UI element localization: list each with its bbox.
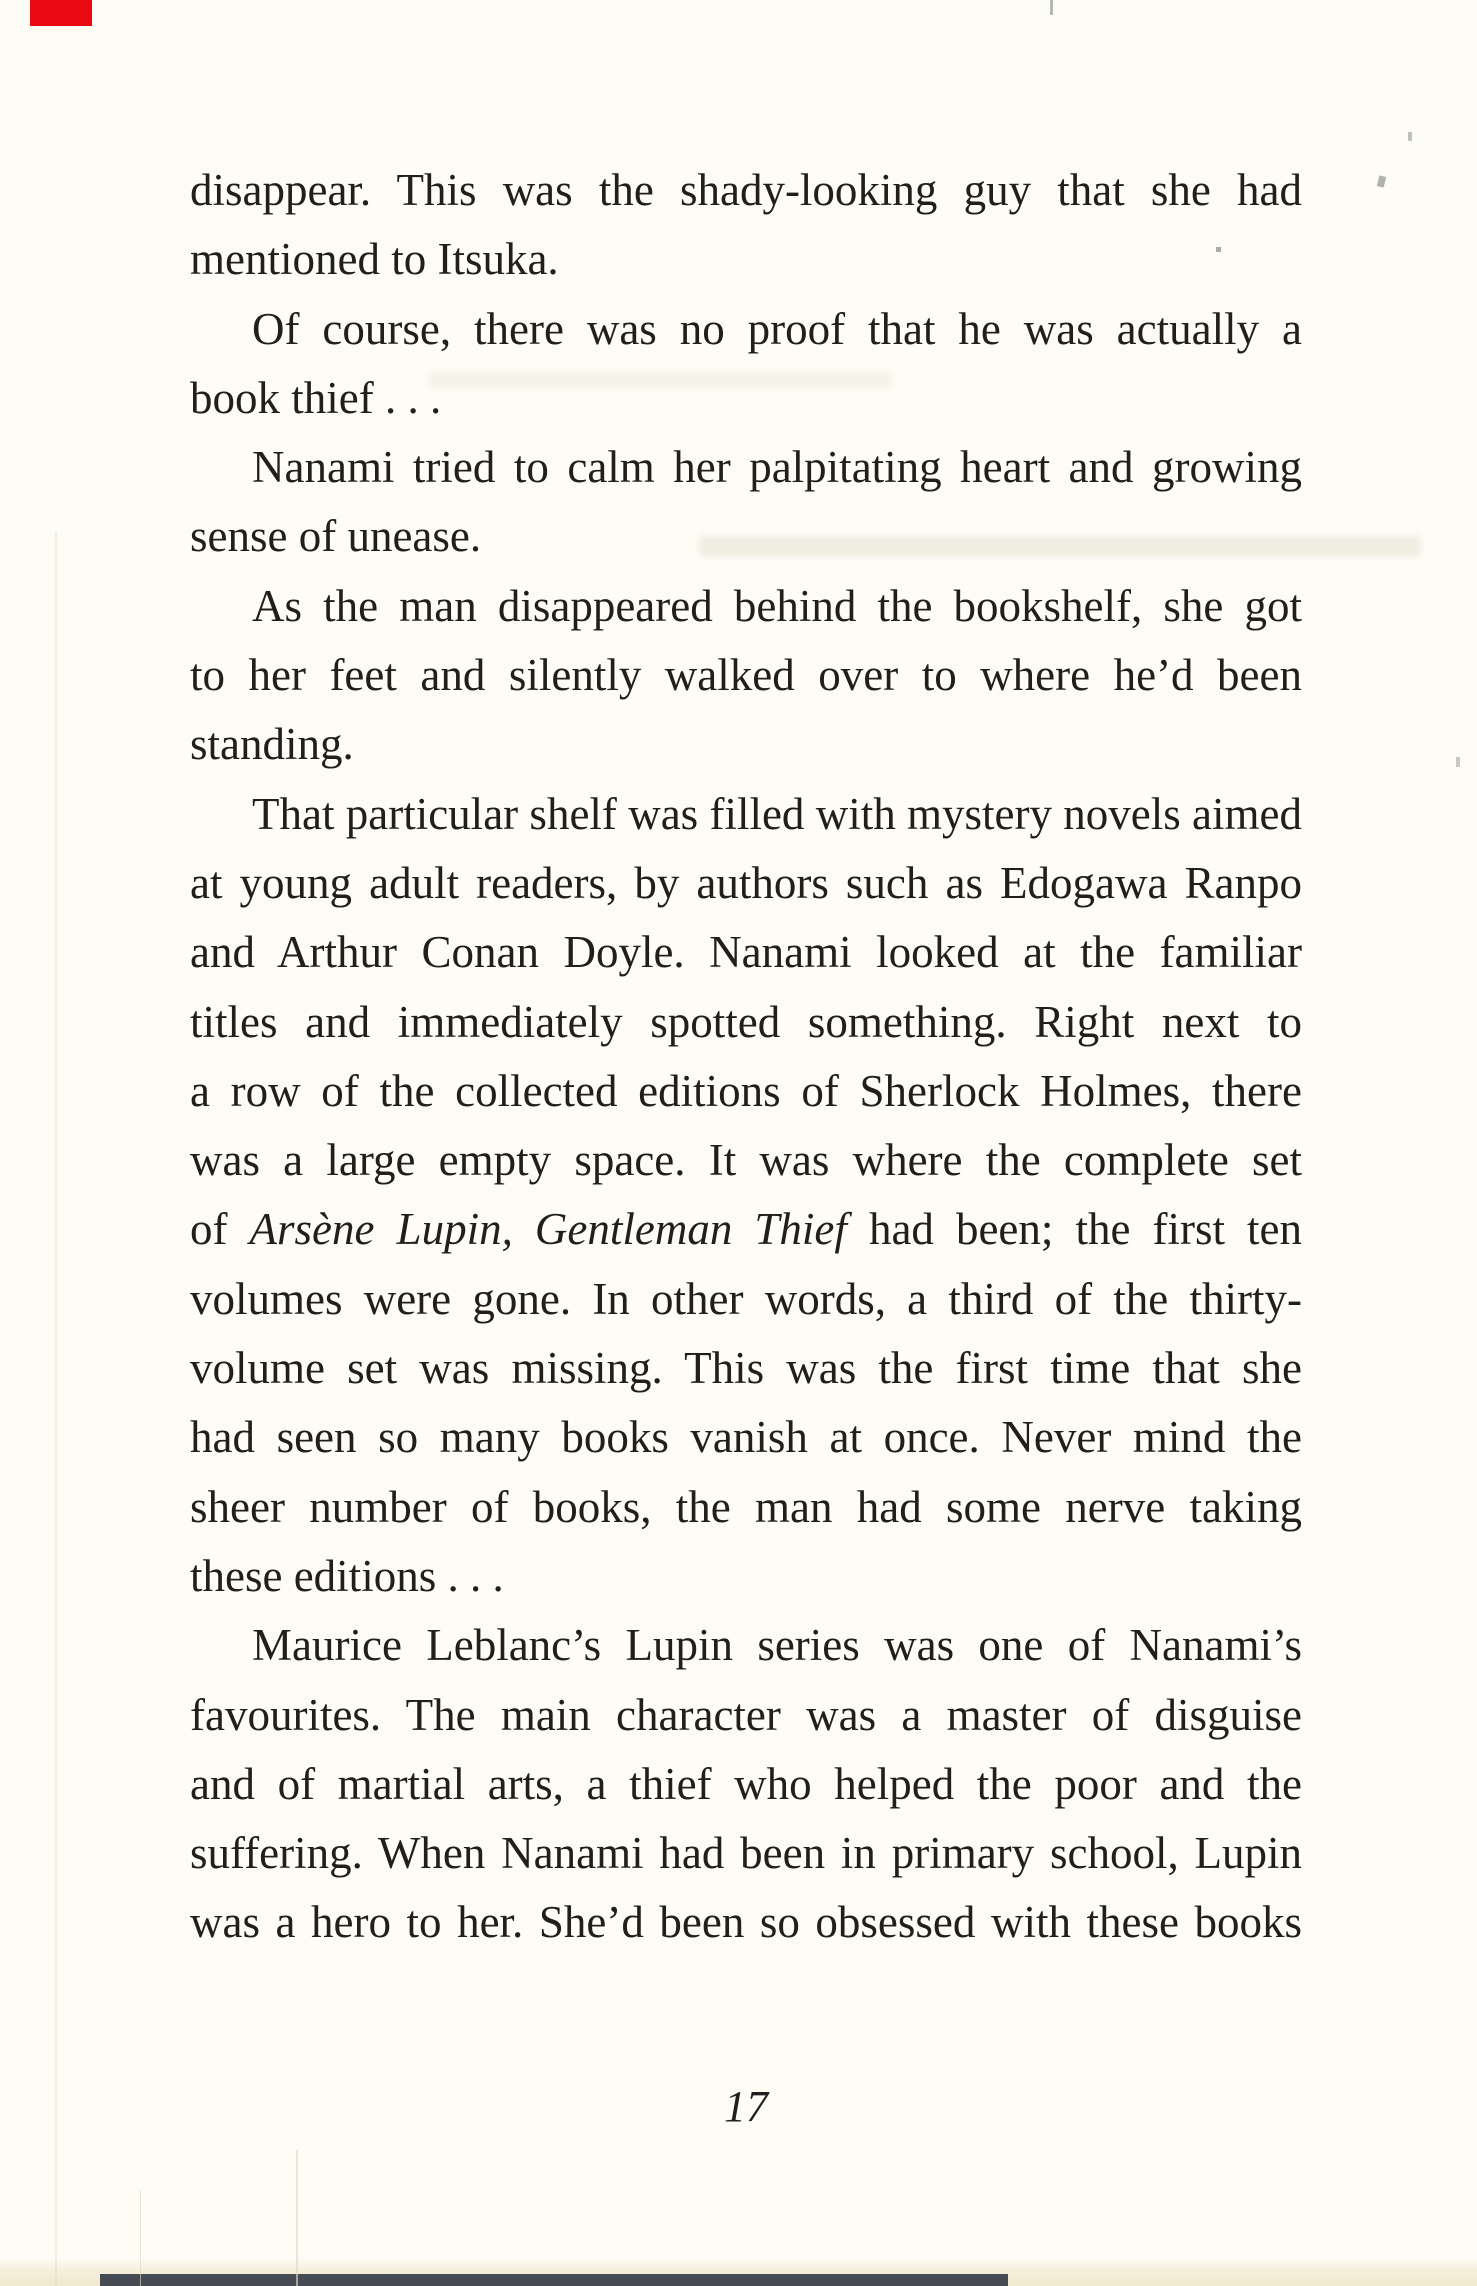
text-line: [190, 156, 1302, 225]
text-line: [190, 1542, 1302, 1611]
text-segment: and of martial arts, a thief who helped the poor and the: [190, 1758, 1302, 1809]
text-segment: Nanami tried to calm her palpitating heart and growing: [252, 442, 1302, 493]
text-segment: Maurice Leblanc’s Lupin series was one of Nanami’s: [252, 1620, 1302, 1671]
text-line: [190, 1126, 1302, 1195]
text-segment: had been; the first ten: [846, 1204, 1302, 1255]
text-line: [190, 1403, 1302, 1472]
text-segment: That particular shelf was filled with mystery novels aimed: [252, 788, 1302, 839]
scan-fold-line: [296, 2150, 298, 2286]
text-line: [190, 295, 1302, 364]
text-line: [190, 641, 1302, 710]
text-segment: sheer number of books, the man had some nerve taking: [190, 1481, 1302, 1532]
text-segment: and Arthur Conan Doyle. Nanami looked at the familiar: [190, 927, 1302, 978]
scan-fold-line: [55, 532, 57, 2286]
text-segment: book thief . . .: [190, 372, 442, 423]
text-segment: volumes were gone. In other words, a third of the thirty-: [190, 1273, 1302, 1324]
text-line: [190, 572, 1302, 641]
text-segment: to her feet and silently walked over to where he’d been: [190, 650, 1302, 701]
text-segment: had seen so many books vanish at once. Never mind the: [190, 1412, 1302, 1463]
text-segment: standing.: [190, 719, 354, 770]
text-segment: titles and immediately spotted something. Right next to: [190, 996, 1302, 1047]
text-segment: volume set was missing. This was the first time that she: [190, 1343, 1302, 1394]
text-line: [190, 364, 1302, 433]
text-segment: a row of the collected editions of Sherlock Holmes, there: [190, 1065, 1302, 1116]
page-number: 17: [724, 2082, 768, 2131]
text-line: [190, 780, 1302, 849]
text-segment: Of course, there was no proof that he was actually a: [252, 303, 1302, 354]
scanner-edge-strip: [100, 2274, 1008, 2286]
text-segment: of: [190, 1204, 250, 1255]
scan-fold-line: [140, 2190, 141, 2286]
text-line: [190, 1334, 1302, 1403]
body-text: [190, 156, 1302, 1958]
scan-speck: [1408, 132, 1412, 141]
text-segment: these editions . . .: [190, 1550, 504, 1601]
text-line: [190, 433, 1302, 502]
text-line: [190, 1265, 1302, 1334]
scan-speck: [1050, 0, 1053, 15]
italic-title-text: Arsène Lupin, Gentleman Thief: [249, 1204, 847, 1255]
text-line: [190, 225, 1302, 294]
text-segment: disappear. This was the shady-looking guy that she had: [190, 165, 1302, 215]
text-line: [190, 1819, 1302, 1888]
text-segment: favourites. The main character was a master of disguise: [190, 1689, 1302, 1740]
text-segment: at young adult readers, by authors such as Edogawa Ranpo: [190, 857, 1302, 908]
text-line: [190, 918, 1302, 987]
text-line: [190, 1195, 1302, 1264]
red-edge-mark: [30, 0, 92, 26]
text-line: [190, 1888, 1302, 1957]
scan-speck: [1456, 757, 1460, 767]
scan-speck: [1216, 247, 1221, 252]
text-line: [190, 1473, 1302, 1542]
text-line: [190, 502, 1302, 571]
text-segment: As the man disappeared behind the bookshelf, she got: [252, 580, 1302, 631]
text-segment: mentioned to Itsuka.: [190, 234, 559, 285]
text-segment: was a hero to her. She’d been so obsessed with these books: [190, 1897, 1302, 1948]
text-line: [190, 849, 1302, 918]
text-segment: was a large empty space. It was where the complete set: [190, 1135, 1302, 1186]
text-line: [190, 1681, 1302, 1750]
text-line: [190, 710, 1302, 779]
text-line: [190, 1057, 1302, 1126]
text-segment: suffering. When Nanami had been in primary school, Lupin: [190, 1828, 1302, 1879]
text-line: [190, 1750, 1302, 1819]
text-segment: sense of unease.: [190, 511, 482, 562]
scan-speck: [1377, 175, 1386, 187]
text-line: [190, 988, 1302, 1057]
text-line: [190, 1611, 1302, 1680]
